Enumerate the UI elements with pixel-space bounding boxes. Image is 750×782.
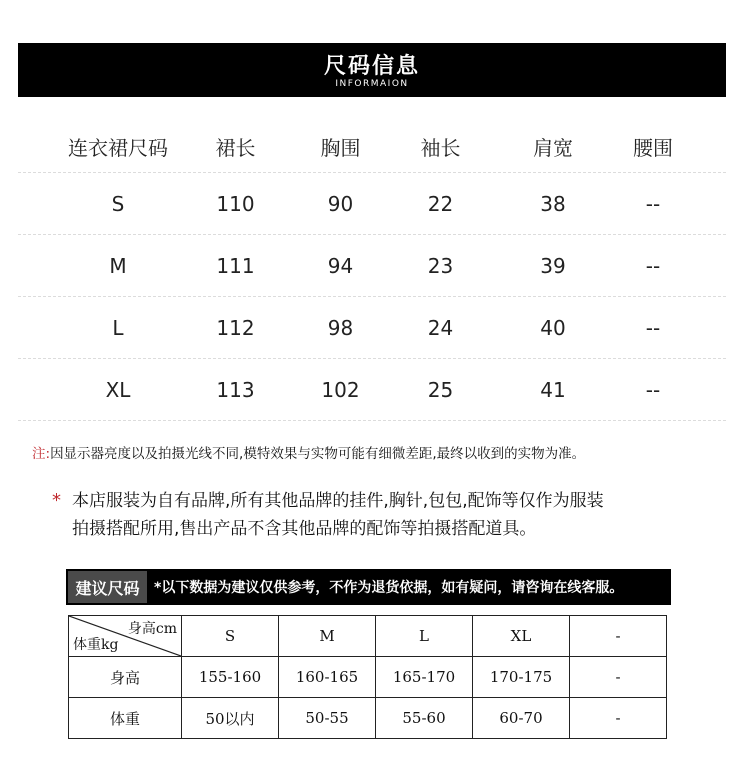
- size-cell: 39: [540, 253, 566, 278]
- recommend-header-bar: [66, 569, 671, 605]
- size-cell: 41: [540, 377, 566, 402]
- table-row: [18, 173, 726, 235]
- size-cell: S: [111, 191, 125, 216]
- size-cell: 113: [216, 377, 255, 402]
- asterisk-icon: *: [52, 490, 61, 511]
- corner-cell: [69, 616, 182, 657]
- size-cell: 40: [540, 315, 566, 340]
- table-cell: -: [570, 698, 667, 739]
- size-cell: --: [645, 377, 661, 402]
- table-row: [18, 359, 726, 421]
- header-cell: 袖长: [420, 135, 461, 160]
- size-cell: 24: [427, 315, 454, 340]
- header-cell: L: [376, 616, 473, 657]
- recommend-tag: 建议尺码: [68, 571, 147, 603]
- table-cell: 165-170: [376, 657, 473, 698]
- size-cell: 38: [540, 191, 566, 216]
- table-cell: 155-160: [182, 657, 279, 698]
- header-cell: 肩宽: [533, 135, 573, 160]
- size-cell: XL: [105, 377, 131, 402]
- note-text: 因显示器亮度以及拍摄光线不同,模特效果与实物可能有细微差距,最终以收到的实物为准。: [50, 446, 586, 462]
- header-cell: -: [570, 616, 667, 657]
- header-cell: 腰围: [633, 135, 673, 160]
- size-table-header: [18, 120, 726, 173]
- table-cell: 50以内: [182, 698, 279, 739]
- table-cell: 160-165: [279, 657, 376, 698]
- display-note: [32, 442, 585, 462]
- corner-height-label: 身高cm: [127, 621, 177, 637]
- table-cell: 170-175: [473, 657, 570, 698]
- row-label: 体重: [69, 698, 182, 739]
- size-cell: --: [645, 191, 661, 216]
- note-prefix: 注:: [32, 446, 51, 462]
- table-cell: -: [570, 657, 667, 698]
- table-cell: 50-55: [279, 698, 376, 739]
- recommend-disclaimer: *以下数据为建议仅供参考，不作为退货依据，如有疑问，请咨询在线客服。: [154, 580, 624, 596]
- title-banner: [18, 43, 726, 97]
- table-row: [18, 297, 726, 359]
- banner-title: 尺码信息: [323, 54, 420, 79]
- table-cell: 55-60: [376, 698, 473, 739]
- size-cell: L: [112, 315, 124, 340]
- size-table: [18, 120, 726, 421]
- table-row: [18, 235, 726, 297]
- row-label: 身高: [69, 657, 182, 698]
- banner-subtitle: INFORMAION: [335, 79, 409, 89]
- size-cell: --: [645, 315, 661, 340]
- size-cell: 110: [216, 191, 255, 216]
- table-cell: 60-70: [473, 698, 570, 739]
- size-cell: M: [109, 253, 127, 278]
- size-cell: 22: [427, 191, 454, 216]
- table-row: [69, 616, 667, 657]
- brand-note-line2: 拍摄搭配所用,售出产品不含其他品牌的配饰等拍摄搭配道具。: [72, 519, 537, 539]
- header-cell: M: [279, 616, 376, 657]
- corner-weight-label: 体重kg: [73, 637, 119, 653]
- header-cell: S: [182, 616, 279, 657]
- size-cell: --: [645, 253, 661, 278]
- size-cell: 112: [216, 315, 255, 340]
- size-cell: 90: [327, 191, 354, 216]
- recommend-table: [68, 615, 667, 739]
- size-cell: 98: [327, 315, 354, 340]
- header-cell: 胸围: [320, 135, 361, 160]
- size-cell: 25: [427, 377, 454, 402]
- size-cell: 102: [321, 377, 360, 402]
- size-cell: 23: [427, 253, 454, 278]
- table-row: [69, 657, 667, 698]
- brand-note-line1: 本店服装为自有品牌,所有其他品牌的挂件,胸针,包包,配饰等仅作为服装: [72, 491, 604, 511]
- size-cell: 111: [216, 253, 255, 278]
- header-cell: XL: [473, 616, 570, 657]
- header-cell: 裙长: [215, 135, 256, 160]
- header-cell: 连衣裙尺码: [68, 135, 168, 160]
- size-cell: 94: [327, 253, 354, 278]
- table-row: [69, 698, 667, 739]
